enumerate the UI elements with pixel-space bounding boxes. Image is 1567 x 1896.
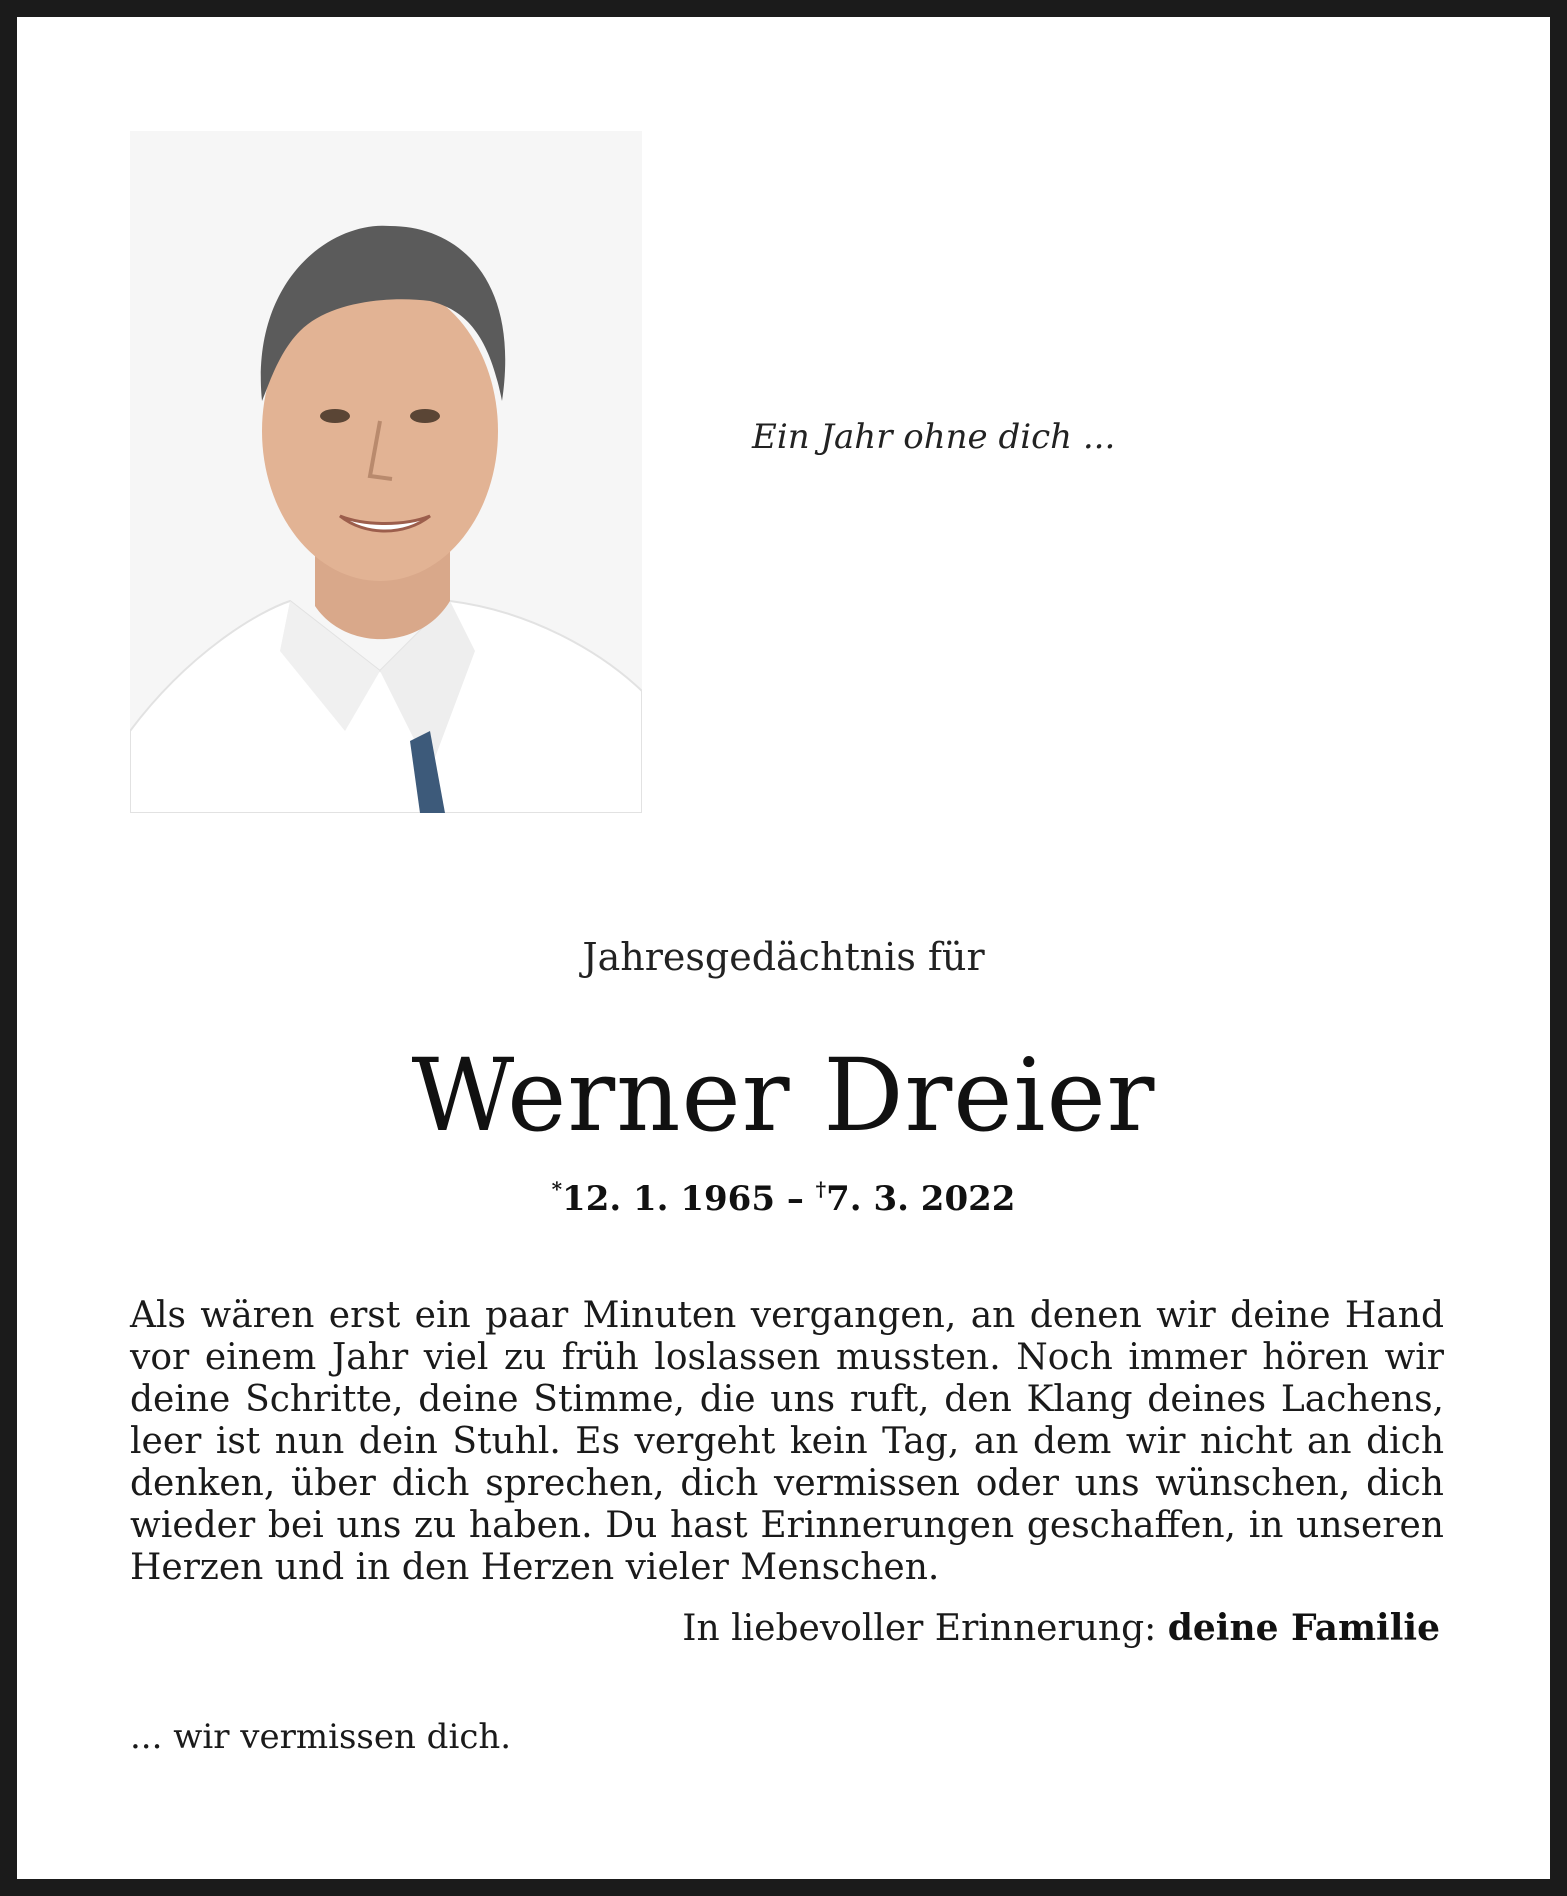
birth-date: 12. 1. 1965 [562,1179,775,1219]
life-dates [17,1177,1550,1219]
memorial-text: Als wären erst ein paar Minuten vergangen, an denen wir deine Hand vor einem Jahr viel zu früh loslassen mussten. Noch immer hören wir deine Schritte, deine Stimme, die uns ruft, den Klang deines Lachens, leer ist nun dein Stuhl. Es vergeht kein Tag, an dem wir nicht an dich denken, über dich sprechen, dich vermissen oder uns wünschen, dich wieder bei uns zu haben. Du hast Erinnerungen geschaffen, in unseren Herzen und in den Herzen vieler Menschen. [130,1295,1444,1588]
birth-symbol: * [551,1177,563,1201]
closing-prefix: In liebevoller Erinnerung: [682,1608,1168,1649]
memorial-subtitle: Jahresgedächtnis für [582,935,985,979]
closing-signature: deine Familie [1167,1607,1440,1649]
closing-line [682,1607,1440,1649]
death-symbol: † [815,1177,827,1201]
tagline: Ein Jahr ohne dich ... [752,417,1116,457]
portrait-photo [130,131,642,813]
footer-line: ... wir vermissen dich. [130,1717,512,1757]
death-date: 7. 3. 2022 [826,1179,1016,1219]
date-separator: – [774,1179,816,1219]
obituary-page [17,17,1550,1879]
deceased-name: Werner Dreier [411,1037,1156,1154]
